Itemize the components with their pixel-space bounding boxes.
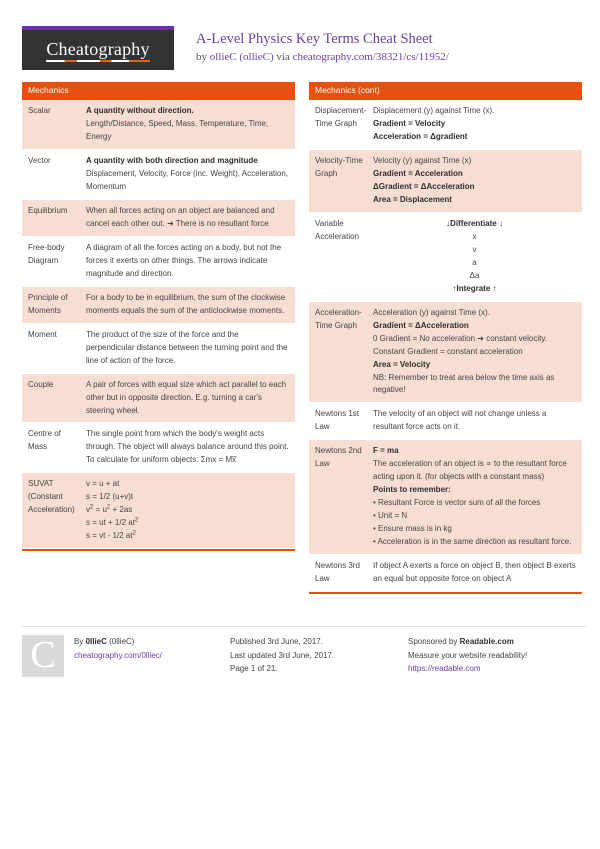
dates-lines [230,635,408,676]
footer-sponsor-block [408,626,586,677]
row-term: Principle of Moments [28,292,68,315]
definition-line: Gradient = ΔAcceleration [373,320,469,330]
quantity-a: a [472,257,477,267]
updated-date: Last updated 3rd June, 2017. [230,650,335,660]
sponsor-line [408,635,586,649]
footer-author-block [22,626,230,677]
definition-line: A pair of forces with equal size which act parallel to each other but in opposite direction. E.g. turning a car's steering wheel. [86,379,287,415]
table-row [309,555,582,592]
row-term: Velocity-Time Graph [315,156,363,179]
byline-prefix: by [196,51,210,64]
table-row [22,473,295,549]
page-title: A-Level Physics Key Terms Cheat Sheet [196,31,433,47]
content-columns [0,70,600,604]
definition-line: Displacement (y) against Time (x). [373,106,495,116]
formula-line: F = ma [373,446,399,456]
author-profile-link[interactable]: cheatography.com/0lliec/ [74,650,162,660]
row-definition [373,408,576,434]
table-row [309,302,582,404]
table-row [309,213,582,302]
definition-line: The product of the size of the force and the perpendicular distance between the turning point and the line of action of the force. [86,329,288,365]
row-term: SUVAT (Constant Acceleration) [28,479,75,515]
table-row [22,324,295,374]
cheatography-logo[interactable] [22,26,174,70]
section-table [22,100,295,551]
definition-line: For a body to be in equilibrium, the sum of the clockwise moments equals the sum of the anticlockwise moments. [86,292,286,315]
author-profile-line [74,649,162,663]
definition-line: Acceleration (y) against Time (x). [373,307,490,317]
row-definition [86,478,289,543]
byline [196,50,449,64]
definition-line: Acceleration = Δgradient [373,132,468,142]
section-table [309,100,582,594]
table-row [22,150,295,200]
byline-author-link[interactable]: ollieC (ollieC) [209,51,274,64]
sponsor-tagline: Measure your website readability! [408,650,528,660]
byline-source-link[interactable]: cheatography.com/38321/cs/11952/ [292,51,449,64]
formula-line: s = ut + 1/2 $at^2$ [86,517,139,528]
row-definition [373,155,576,207]
quantity-x: x [472,231,477,241]
definition-line: Gradient = Velocity [373,119,446,129]
page-header [0,0,600,70]
author-name: 0llieC [85,636,107,646]
definition-line: Constant Gradient = constant acceleration [373,346,523,356]
row-term: Newtons 2nd Law [315,446,362,469]
table-row [22,423,295,473]
author-alias: (0llieC) [106,636,135,646]
row-definition [86,205,289,231]
definition-line: To calculate for uniform objects: Σmx = Mx̅ [86,455,237,465]
definition-line: Displacement, Velocity, Force (inc. Weight), Acceleration, Momentum [86,169,289,192]
table-row [22,374,295,424]
definition-line: The acceleration of an object is ∝ to the resultant force acting upon it. (for objects with a constant mass) [373,459,567,482]
sponsor-lines [408,635,586,676]
row-definition [373,218,576,296]
sponsor-name: Readable.com [459,636,514,646]
differentiate-arrow-label: ↓Differentiate ↓ [446,219,503,229]
row-term: Free-body Diagram [28,242,65,265]
row-term: Centre of Mass [28,429,61,452]
definition-line: If object A exerts a force on object B, then object B exerts an equal but opposite force on object A [373,560,576,583]
row-term: Newtons 1st Law [315,409,360,432]
formula-line: $v^2 = u^2 + 2as$ [86,504,133,515]
row-definition [86,155,289,194]
table-row [22,287,295,324]
row-definition [86,242,289,281]
quantity-v: v [472,244,477,254]
definition-line: Length/Distance, Speed, Mass, Temperature, Time, Energy [86,119,269,142]
definition-line: A diagram of all the forces acting on a body, but not the forces it exerts on other things. The arrows indicate magnitude and direction. [86,242,282,278]
row-term: Variable Acceleration [315,219,360,241]
section-title: Mechanics [22,82,295,100]
row-term: Couple [28,379,54,389]
row-term: Moment [28,329,57,339]
definition-line: Gradient = Acceleration [373,169,463,179]
table-row [22,100,295,150]
formula-line: s = vt - 1/2 $at^2$ [86,530,136,541]
definition-line: Velocity (y) against Time (x) [373,156,472,166]
row-term: Scalar [28,106,51,116]
table-row [309,150,582,213]
definition-line: When all forces acting on an object are balanced and cancel each other out. ➜ There is no resultant force [86,206,275,229]
bullet-line: • Resultant Force is vector sum of all the forces [373,498,541,508]
quantity-delta-a: Δa [469,270,480,280]
sponsor-prefix: Sponsored by [408,636,460,646]
row-term: Equilibrium [28,206,68,216]
definition-line: The velocity of an object will not change unless a resultant force acts on it. [373,409,547,432]
table-row [309,100,582,150]
definition-line: ΔGradient = ΔAcceleration [373,182,475,192]
definition-line: A quantity without direction. [86,106,194,116]
page-number: Page 1 of 21. [230,664,278,674]
row-definition [86,329,289,368]
definition-line: Points to remember: [373,485,451,495]
section-mechanics-cont [309,82,582,594]
author-prefix: By [74,636,86,646]
row-term: Newtons 3rd Law [315,560,360,583]
definition-line: The single point from which the body's weight acts through. The object will always balance around this point. [86,429,289,452]
row-term: Displacement-Time Graph [315,106,367,129]
bullet-line: • Acceleration is in the same direction as resultant force. [373,536,572,546]
row-term: Acceleration-Time Graph [315,307,362,330]
page-footer [0,612,600,677]
table-row [309,440,582,555]
row-definition [86,428,289,467]
table-row [22,200,295,237]
row-definition [373,445,576,549]
formula-line: s = 1/2 (u+v)t [86,492,134,502]
table-row [309,403,582,440]
row-definition [86,379,289,418]
table-row [22,237,295,287]
logo-text: Cheatography [46,39,149,62]
row-definition [86,292,289,318]
sponsor-url-line [408,662,586,676]
definition-line: Area = Velocity [373,359,431,369]
author-line [74,635,162,649]
definition-line: 0 Gradient = No acceleration ➜ constant velocity. [373,333,547,343]
definition-line: A quantity with both direction and magnitude [86,156,258,166]
integrate-arrow-label: ↑Integrate ↑ [452,283,497,293]
row-definition [373,105,576,144]
section-title: Mechanics (cont) [309,82,582,100]
published-date: Published 3rd June, 2017. [230,636,323,646]
avatar: C [22,635,64,677]
byline-via: via [273,51,293,64]
row-definition [373,560,576,586]
title-block [196,26,449,64]
row-definition [86,105,289,144]
author-lines [74,635,162,677]
section-mechanics [22,82,295,551]
column-left [22,82,295,561]
definition-line: Area = Displacement [373,195,452,205]
formula-line: v = u + at [86,479,120,489]
row-term: Vector [28,156,51,166]
sponsor-link[interactable]: https://readable.com [408,664,481,674]
definition-line: NB: Remember to treat area below the time axis as negative! [373,372,555,395]
bullet-line: • Unit = N [373,511,408,521]
row-definition [373,307,576,398]
footer-dates-block [230,626,408,677]
column-right [309,82,582,604]
bullet-line: • Ensure mass is in kg [373,524,452,534]
